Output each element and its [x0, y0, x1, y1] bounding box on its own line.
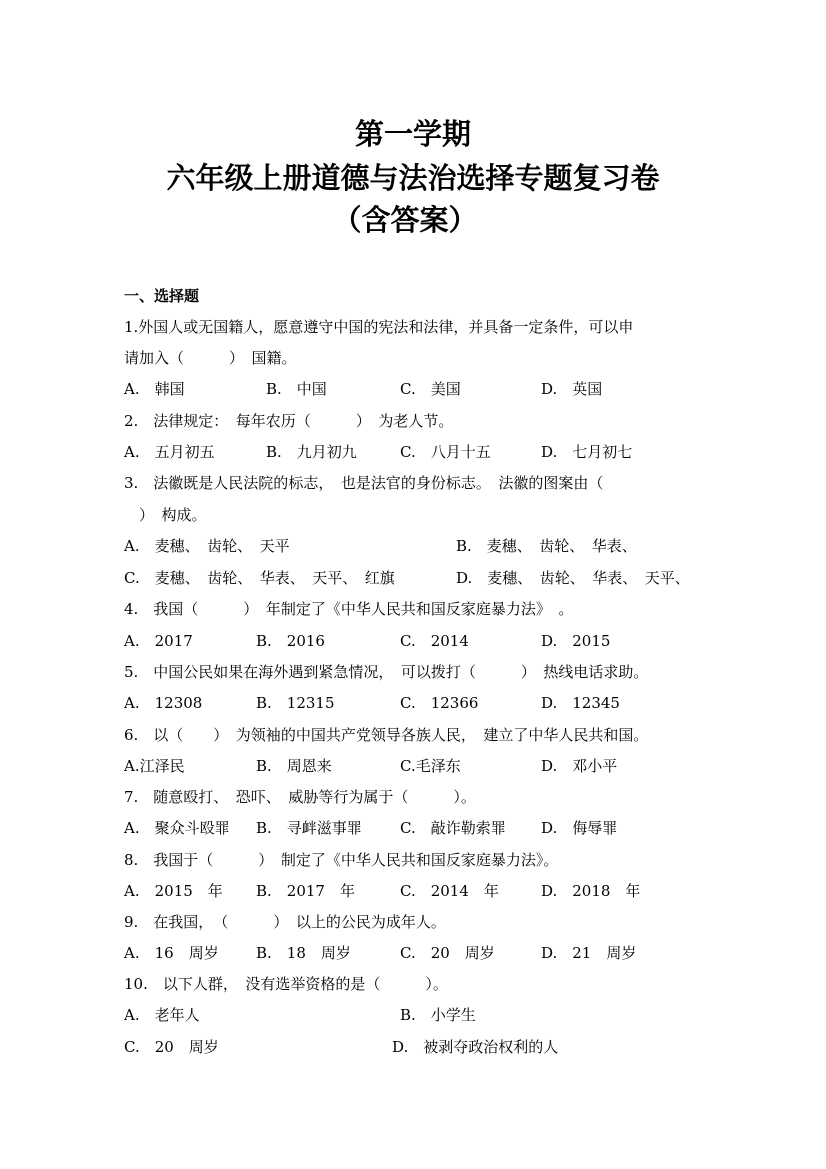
question-5-option-d: D. 12345 — [541, 694, 620, 712]
question-5-option-c: C. 12366 — [400, 694, 479, 712]
question-3-option-a: A. 麦穗、 齿轮、 天平 — [124, 537, 290, 555]
question-9-option-a: A. 16 周岁 — [124, 944, 219, 962]
question-3-option-d: D. 麦穗、 齿轮、 华表、 天平、 — [456, 569, 690, 587]
question-8-option-b: B. 2017 年 — [256, 882, 355, 900]
question-3-stem-line1: 3. 法徽既是人民法院的标志， 也是法官的身份标志。 法徽的图案由（ — [124, 474, 604, 492]
question-7-option-b: B. 寻衅滋事罪 — [256, 819, 362, 837]
question-7-option-c: C. 敲诈勒索罪 — [400, 819, 506, 837]
question-1-stem-line2: 请加入（ ） 国籍。 — [124, 349, 297, 367]
question-9-option-d: D. 21 周岁 — [541, 944, 637, 962]
question-7-stem: 7. 随意殴打、 恐吓、 威胁等行为属于（ ）。 — [124, 788, 476, 806]
question-10-option-a: A. 老年人 — [124, 1006, 200, 1024]
question-10-option-d: D. 被剥夺政治权利的人 — [392, 1038, 559, 1056]
question-2-option-c: C. 八月十五 — [400, 443, 491, 461]
question-8-option-d: D. 2018 年 — [541, 882, 641, 900]
question-7-option-d: D. 侮辱罪 — [541, 819, 618, 837]
question-8-stem: 8. 我国于（ ） 制定了《中华人民共和国反家庭暴力法》。 — [124, 851, 559, 869]
question-9-option-b: B. 18 周岁 — [256, 944, 351, 962]
question-1-option-d: D. 英国 — [541, 380, 603, 398]
question-9-stem: 9. 在我国， （ ） 以上的公民为成年人。 — [124, 913, 446, 931]
question-4-option-a: A. 2017 — [124, 632, 193, 650]
question-2-option-d: D. 七月初七 — [541, 443, 633, 461]
question-3-option-c: C. 麦穗、 齿轮、 华表、 天平、 红旗 — [124, 569, 395, 587]
question-4-option-c: C. 2014 — [400, 632, 469, 650]
question-4-option-b: B. 2016 — [256, 632, 325, 650]
question-5-stem: 5. 中国公民如果在海外遇到紧急情况， 可以拨打（ ） 热线电话求助。 — [124, 663, 649, 681]
question-6-option-c: C.毛泽东 — [400, 757, 461, 775]
question-2-stem: 2. 法律规定： 每年农历（ ） 为老人节。 — [124, 412, 454, 430]
section-heading: 一、选择题 — [124, 287, 200, 305]
question-1-stem-line1: 1.外国人或无国籍人，愿意遵守中国的宪法和法律，并具备一定条件，可以申 — [124, 318, 634, 336]
question-10-option-b: B. 小学生 — [400, 1006, 476, 1024]
question-3-stem-line2: ） 构成。 — [124, 506, 207, 524]
question-8-option-c: C. 2014 年 — [400, 882, 499, 900]
question-9-option-c: C. 20 周岁 — [400, 944, 495, 962]
question-10-stem: 10. 以下人群， 没有选举资格的是（ ）。 — [124, 975, 448, 993]
question-8-option-a: A. 2015 年 — [124, 882, 223, 900]
question-2-option-a: A. 五月初五 — [124, 443, 215, 461]
page-title-line1: 第一学期 — [354, 117, 471, 151]
question-3-option-b: B. 麦穗、 齿轮、 华表、 — [456, 537, 637, 555]
question-5-option-a: A. 12308 — [124, 694, 203, 712]
question-1-option-b: B. 中国 — [266, 380, 327, 398]
page-title-line2: 六年级上册道德与法治选择专题复习卷 — [166, 161, 660, 195]
question-2-option-b: B. 九月初九 — [266, 443, 357, 461]
question-6-option-b: B. 周恩来 — [256, 757, 332, 775]
question-10-option-c: C. 20 周岁 — [124, 1038, 219, 1056]
question-4-option-d: D. 2015 — [541, 632, 611, 650]
question-4-stem: 4. 我国（ ） 年制定了《中华人民共和国反家庭暴力法》 。 — [124, 600, 574, 618]
question-6-option-d: D. 邓小平 — [541, 757, 618, 775]
question-5-option-b: B. 12315 — [256, 694, 335, 712]
question-1-option-c: C. 美国 — [400, 380, 461, 398]
page-title-line3: （含答案） — [332, 203, 478, 237]
question-1-option-a: A. 韩国 — [124, 380, 185, 398]
question-7-option-a: A. 聚众斗殴罪 — [124, 819, 230, 837]
question-6-option-a: A.江泽民 — [124, 757, 185, 775]
question-6-stem: 6. 以（ ） 为领袖的中国共产党领导各族人民， 建立了中华人民共和国。 — [124, 726, 649, 744]
